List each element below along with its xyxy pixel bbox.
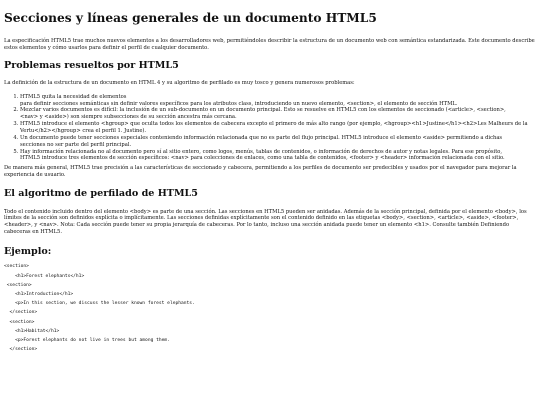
problems-lead-paragraph: La definición de la estructura de un documento en HTML 4 y su algoritmo de perfilado es muy tosco y genera numerosos problemas: [4, 79, 355, 86]
list-item-line: HTML5 introduce el elemento <hgroup> que oculta todos los elementos de cabecera excepto el primero de más alto rango (por ejemplo, <hgroup><h1>Justine</h1><h2>Les Malheurs de la [20, 121, 528, 128]
list-item-line: Vertu</h2></hgroup> crea el perfil 1. Justine). [20, 128, 147, 135]
list-item-line: Hay información relacionada no al documento pero sí al sitio entero, como logos, menús, tablas de contenidos, o información de derechos de autor y notas legales. Para ese propósito, [20, 148, 503, 155]
problems-list-item [20, 149, 536, 163]
problems-heading: Problemas resueltos por HTML5 [4, 60, 179, 72]
problems-list-item [20, 121, 536, 135]
list-item-line: Mezclar varios documentos es difícil: la inclusión de un sub-documento en un documento principal. Esto se resuelve en HTML5 con los elementos de seccionado (<article>, <section>, [20, 107, 506, 114]
problems-list [4, 94, 536, 163]
page-title: Secciones y líneas generales de un documento HTML5 [4, 11, 377, 25]
list-item-line: secciones no ser parte del perfil principal. [20, 141, 132, 148]
list-item-line: HTML5 introduce tres elementos de sección específicos: <nav> para colecciones de enlaces, como una tabla de contenidos, <footer> y <header> información relacionada con el sitio. [20, 155, 505, 162]
code-example-block: <section> <h1>Forest elephants</h1> <section> <h1>Introduction</h1> <p>In this section, we discuss the lesser known forest elephants. </section> <section> <h1>Habitat</h1> <p>Forest elephants do not live in trees but among them. </section> [4, 264, 195, 353]
list-item-line: para definir secciones semánticas sin definir valores específicos para los atributos class, introduciendo un nuevo elemento, <section>, el elemento de sección HTML. [20, 100, 458, 107]
algorithm-heading: El algoritmo de perfilado de HTML5 [4, 188, 198, 200]
list-item-line: HTML5 quita la necesidad de elementos [20, 93, 127, 100]
example-heading: Ejemplo: [4, 245, 52, 257]
list-item-line: <nav> y <aside>) son siempre subsecciones de su sección ancestra más cercana. [20, 114, 237, 121]
problems-list-item [20, 135, 536, 149]
list-item-line: Un documento puede tener secciones especiales conteniendo información relacionada que no es parte del flujo principal. HTML5 introduce el elemento <aside> permitiendo a dichas [20, 134, 503, 141]
intro-paragraph: La especificación HTML5 trae muchos nuevos elementos a los desarrolladores web, permitiéndoles describir la estructura de un documento web con semántica estandarizada. Este documento describe estos elementos y cómo usarlos para definir el perfil de cualquier documento. [4, 37, 535, 51]
problems-list-item [20, 94, 536, 108]
problems-list-item [20, 107, 536, 121]
algorithm-paragraph: Todo el contenido incluido dentro del elemento <body> es parte de una sección. Las secciones en HTML5 pueden ser anidadas. Además de la sección principal, definida por el elemento <body>, los límites de la sección son definidos explícita o implícitamente. Las secciones definidas explícitamente son el contenido definido en las etiquetas <body>, <section>, <article>, <aside>, <footer>, <header>, y <nav>. Nota: Cada sección puede tener su propia jerarquía de cabeceras. Por lo tanto, incluso una sección anidada puede tener un elemento <h1>. Consulte también Definiendo cabeceras en HTML5. [4, 208, 527, 236]
problems-summary-paragraph: De manera más general, HTML5 trae precisión a las características de seccionado y cabecera, permitiendo a los perfiles de documento ser predecibles y usados por el navegador para mejorar la experiencia de usuario. [4, 165, 517, 179]
